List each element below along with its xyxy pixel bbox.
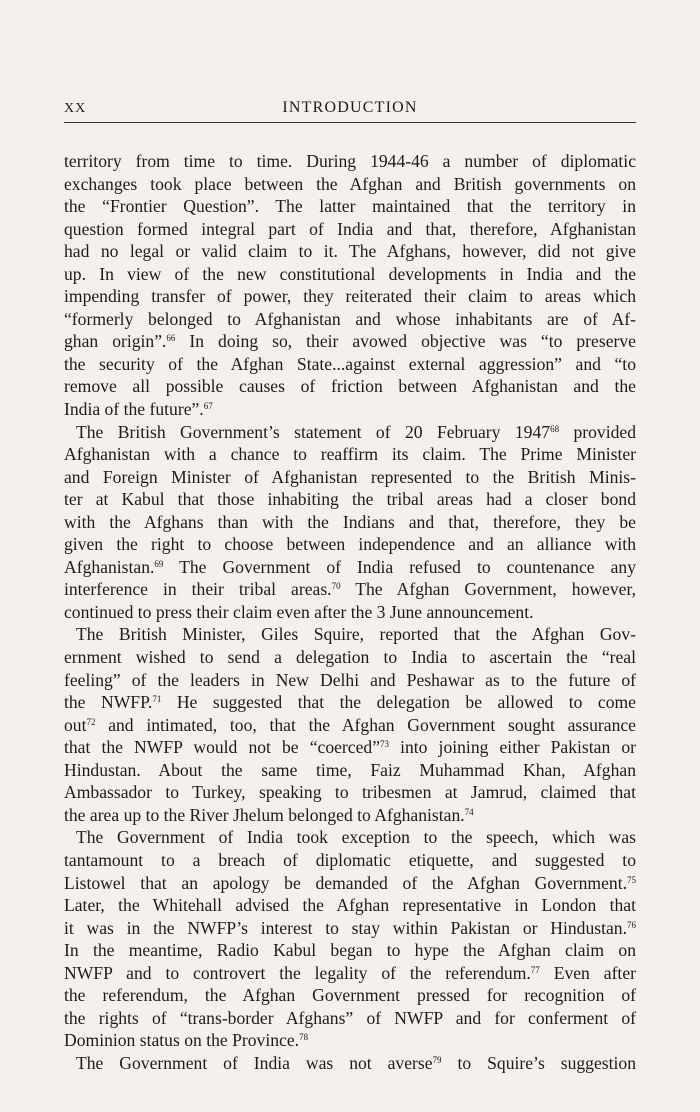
footnote-ref: 70 (331, 581, 341, 592)
text-segment: The Afghan Government, however, (340, 579, 637, 600)
text-line (64, 804, 636, 827)
text-line (64, 601, 636, 624)
text-segment: In the meantime, Radio Kabul began to hype the Afghan claim on (64, 940, 636, 961)
text-line (64, 556, 636, 579)
footnote-ref: 72 (86, 716, 96, 727)
text-line (64, 150, 636, 173)
text-segment: given the right to choose between independence and an alliance with (64, 534, 636, 555)
text-segment: up. In view of the new constitutional developments in India and the (64, 263, 636, 284)
text-line (64, 917, 636, 940)
text-line (64, 872, 636, 895)
text-segment: Later, the Whitehall advised the Afghan representative in London that (64, 895, 636, 916)
footnote-ref: 75 (627, 874, 636, 885)
text-line (64, 1007, 636, 1030)
text-segment: exchanges took place between the Afghan and British governments on (64, 173, 636, 194)
text-segment: had no legal or valid claim to it. The Afghans, however, did not give (64, 241, 636, 262)
text-line (64, 1029, 636, 1052)
text-segment: to Squire’s suggestion (441, 1052, 636, 1073)
footnote-ref: 71 (152, 694, 162, 705)
text-segment: interference in their tribal areas. (64, 579, 332, 600)
text-line (64, 285, 636, 308)
text-line (64, 443, 636, 466)
footnote-ref: 67 (203, 401, 213, 412)
text-segment: continued to press their claim even after the 3 June announcement. (64, 601, 534, 622)
text-segment: The British Government’s statement of 20 February 1947 (76, 421, 551, 442)
text-segment: NWFP and to controvert the legality of the referendum. (64, 962, 531, 983)
running-header (64, 99, 636, 123)
text-segment: and Foreign Minister of Afghanistan represented to the British Minis- (64, 466, 636, 487)
text-line (64, 984, 636, 1007)
footnote-ref: 73 (380, 739, 390, 750)
footnote-ref: 77 (530, 964, 540, 975)
text-segment: Even after (539, 962, 636, 983)
text-segment: question formed integral part of India and that, therefore, Afghanistan (64, 218, 636, 239)
text-segment: ghan origin”. (64, 331, 167, 352)
text-segment: into joining either Pakistan or (389, 737, 636, 758)
text-segment: that the NWFP would not be “coerced” (64, 737, 381, 758)
text-line (64, 421, 636, 444)
text-segment: territory from time to time. During 1944-46 a number of diplomatic (64, 151, 636, 171)
text-line (64, 330, 636, 353)
footnote-ref: 66 (166, 333, 176, 344)
footnote-ref: 68 (550, 423, 560, 434)
body-text (64, 150, 636, 1074)
text-line (64, 240, 636, 263)
text-segment: The British Minister, Giles Squire, reported that the Afghan Gov- (76, 624, 636, 645)
text-segment: Afghanistan with a chance to reaffirm its claim. The Prime Minister (64, 444, 636, 465)
text-segment: Hindustan. About the same time, Faiz Muhammad Khan, Afghan (64, 759, 636, 780)
text-line (64, 669, 636, 692)
text-line (64, 398, 636, 421)
text-line (64, 173, 636, 196)
running-title: INTRODUCTION (282, 99, 418, 116)
text-line (64, 511, 636, 534)
text-segment: remove all possible causes of friction between Afghanistan and the (64, 376, 636, 397)
footnote-ref: 69 (154, 558, 164, 569)
text-line (64, 488, 636, 511)
text-line (64, 781, 636, 804)
text-segment: it was in the NWFP’s interest to stay within Pakistan or Hindustan. (64, 917, 627, 938)
text-line (64, 263, 636, 286)
footnote-ref: 79 (432, 1054, 442, 1065)
text-line (64, 195, 636, 218)
text-line (64, 759, 636, 782)
text-line (64, 939, 636, 962)
text-line (64, 826, 636, 849)
text-segment: He suggested that the delegation be allowed to come (161, 692, 636, 713)
text-segment: and intimated, too, that the Afghan Government sought assurance (95, 714, 636, 735)
text-line (64, 533, 636, 556)
text-segment: Listowel that an apology be demanded of the Afghan Government. (64, 872, 627, 893)
text-line (64, 736, 636, 759)
text-line (64, 691, 636, 714)
text-line (64, 962, 636, 985)
text-line (64, 646, 636, 669)
text-segment: “formerly belonged to Afghanistan and whose inhabitants are of Af- (64, 308, 636, 329)
text-segment: The Government of India was not averse (76, 1052, 433, 1073)
text-segment: with the Afghans than with the Indians and that, therefore, they be (64, 511, 636, 532)
text-segment: the “Frontier Question”. The latter maintained that the territory in (64, 196, 636, 217)
text-segment: ernment wished to send a delegation to India to ascertain the “real (64, 647, 636, 668)
text-segment: out (64, 714, 87, 735)
text-line (64, 375, 636, 398)
text-line (64, 218, 636, 241)
text-segment: the rights of “trans-border Afghans” of NWFP and for conferment of (64, 1007, 636, 1028)
text-segment: Afghanistan. (64, 556, 155, 577)
text-line (64, 894, 636, 917)
page-number: XX (64, 101, 87, 116)
text-segment: the referendum, the Afghan Government pressed for recognition of (64, 985, 636, 1006)
footnote-ref: 78 (299, 1032, 309, 1043)
text-line (64, 578, 636, 601)
text-segment: The Government of India took exception to the speech, which was (76, 827, 636, 848)
header-rule (64, 122, 636, 123)
text-line (64, 308, 636, 331)
text-line (64, 353, 636, 376)
text-segment: the NWFP. (64, 692, 153, 713)
text-segment: feeling” of the leaders in New Delhi and Peshawar as to the future of (64, 669, 636, 690)
text-segment: India of the future”. (64, 399, 204, 420)
text-line (64, 714, 636, 737)
text-segment: Ambassador to Turkey, speaking to tribesmen at Jamrud, claimed that (64, 782, 636, 803)
text-segment: tantamount to a breach of diplomatic etiquette, and suggested to (64, 849, 636, 870)
footnote-ref: 74 (464, 806, 474, 817)
text-segment: In doing so, their avowed objective was “to preserve (175, 331, 636, 352)
text-segment: provided (559, 421, 636, 442)
text-segment: The Government of India refused to countenance any (163, 556, 636, 577)
text-line (64, 849, 636, 872)
text-segment: Dominion status on the Province. (64, 1030, 300, 1051)
text-segment: ter at Kabul that those inhabiting the tribal areas had a closer bond (64, 489, 636, 510)
text-line (64, 1052, 636, 1075)
text-segment: the security of the Afghan State...against external aggression” and “to (64, 353, 636, 374)
text-segment: impending transfer of power, they reiterated their claim to areas which (64, 286, 636, 307)
footnote-ref: 76 (627, 919, 636, 930)
text-line (64, 466, 636, 489)
text-line (64, 623, 636, 646)
text-segment: the area up to the River Jhelum belonged to Afghanistan. (64, 804, 465, 825)
